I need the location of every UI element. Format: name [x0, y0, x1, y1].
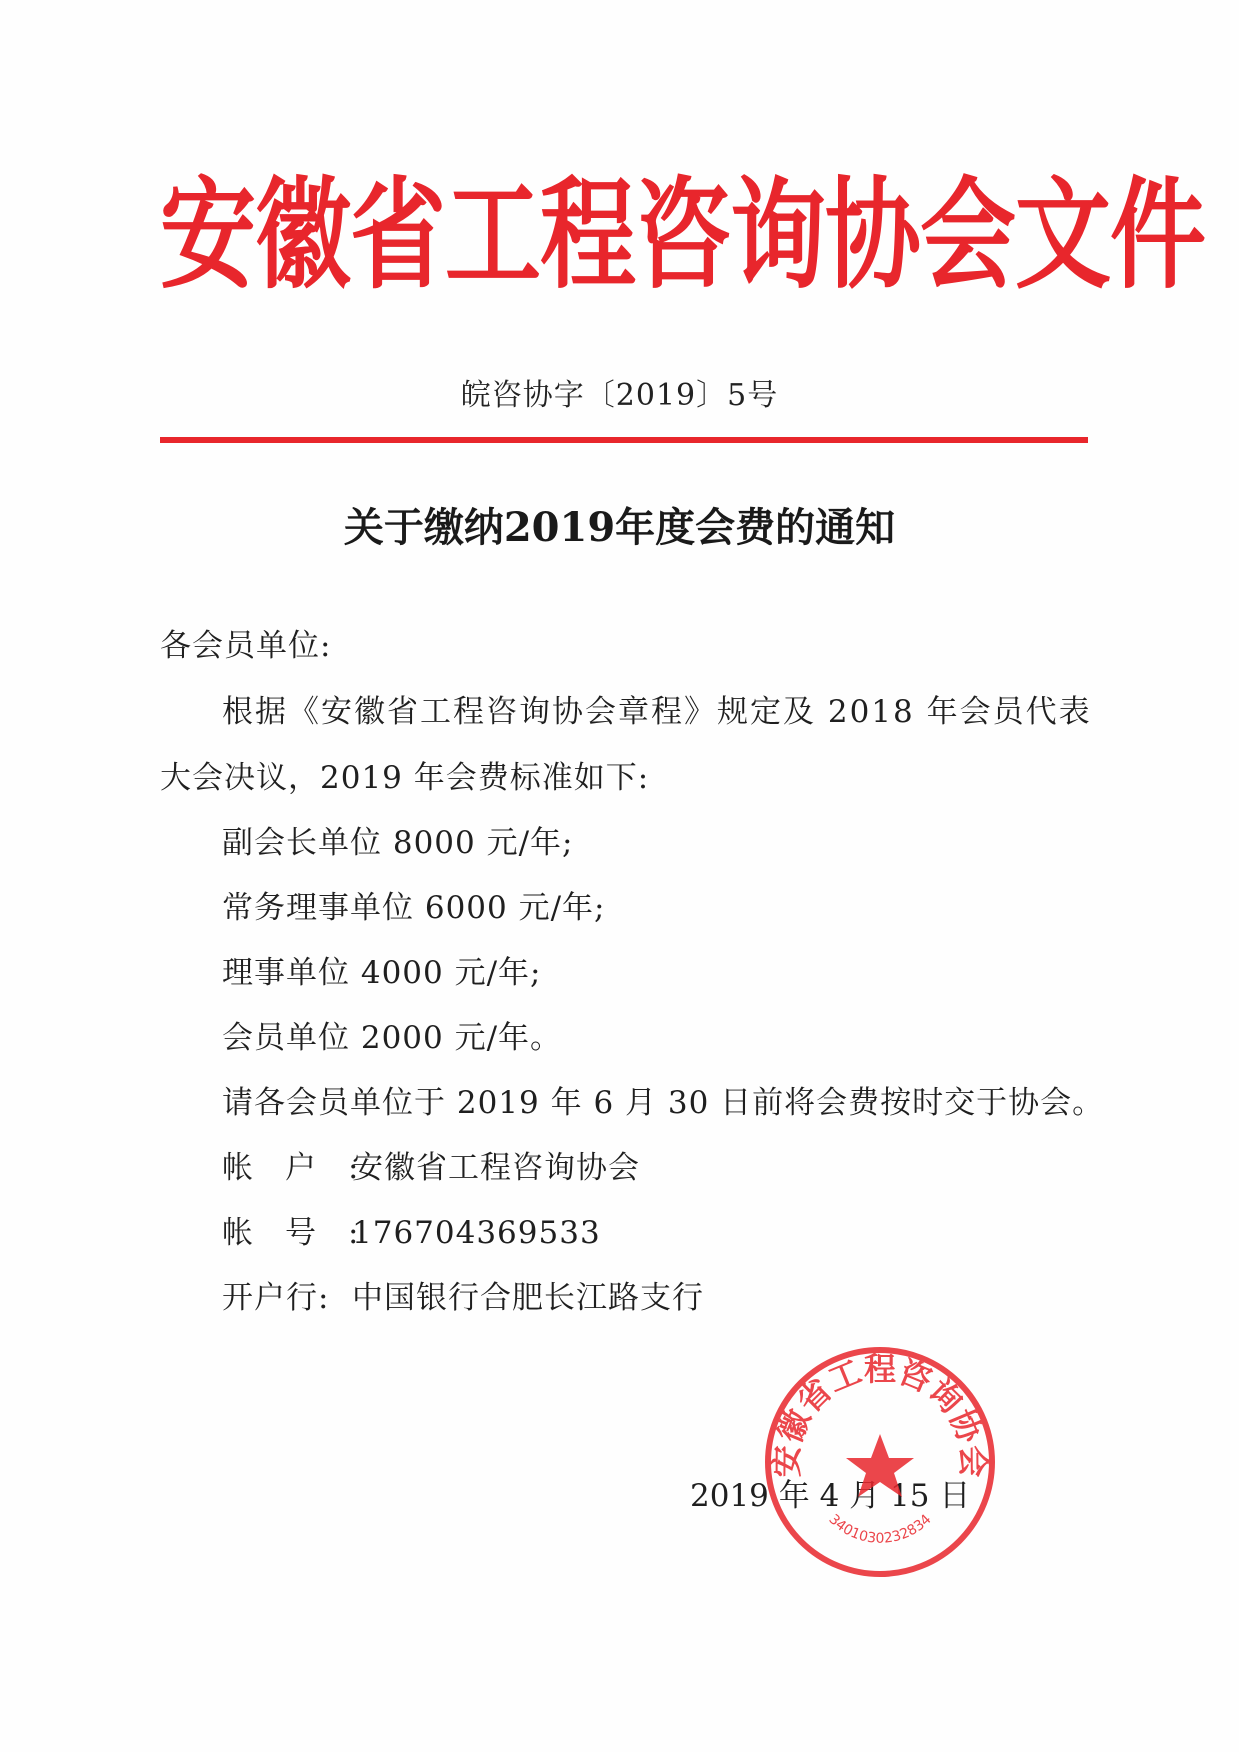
- bank-name-row: [222, 1272, 704, 1317]
- fee-item-vice-president: 副会长单位 8000 元/年;: [222, 825, 574, 861]
- bank-name-label: 开户行:: [222, 1280, 330, 1316]
- salutation: 各会员单位:: [160, 628, 332, 664]
- document-number: 皖咨协字〔2019〕5号: [460, 378, 779, 413]
- account-number-value: 176704369533: [352, 1215, 601, 1251]
- fee-item-executive-director: 常务理事单位 6000 元/年;: [222, 890, 606, 926]
- account-name-value: 安徽省工程咨询协会: [352, 1150, 640, 1186]
- masthead-title: 安徽省工程咨询协会文件: [160, 163, 1205, 305]
- red-divider-line: [160, 437, 1088, 443]
- account-name-row: [222, 1142, 640, 1187]
- paragraph-1-line-1: 根据《安徽省工程咨询协会章程》规定及 2018 年会员代表: [222, 694, 1092, 730]
- fee-item-director: 理事单位 4000 元/年;: [222, 955, 542, 991]
- bank-name-value: 中国银行合肥长江路支行: [352, 1280, 704, 1316]
- seal-name-text: 安徽省工程咨询协会: [767, 1350, 993, 1478]
- seal-code-text: 3401030232834: [825, 1511, 935, 1547]
- account-number-label: 帐号:: [222, 1215, 391, 1251]
- issue-date: 2019 年 4 月 15 日: [690, 1478, 971, 1514]
- official-seal-stamp: [760, 1342, 1000, 1582]
- account-number-row: [222, 1207, 601, 1252]
- notice-title: 关于缴纳2019年度会费的通知: [343, 504, 896, 551]
- account-name-label: 帐户:: [222, 1150, 391, 1186]
- payment-deadline: 请各会员单位于 2019 年 6 月 30 日前将会费按时交于协会。: [222, 1085, 1105, 1121]
- fee-item-member: 会员单位 2000 元/年。: [222, 1020, 563, 1056]
- seal-star-icon: [846, 1434, 914, 1497]
- paragraph-1-line-2: 大会决议，2019 年会费标准如下:: [160, 760, 650, 796]
